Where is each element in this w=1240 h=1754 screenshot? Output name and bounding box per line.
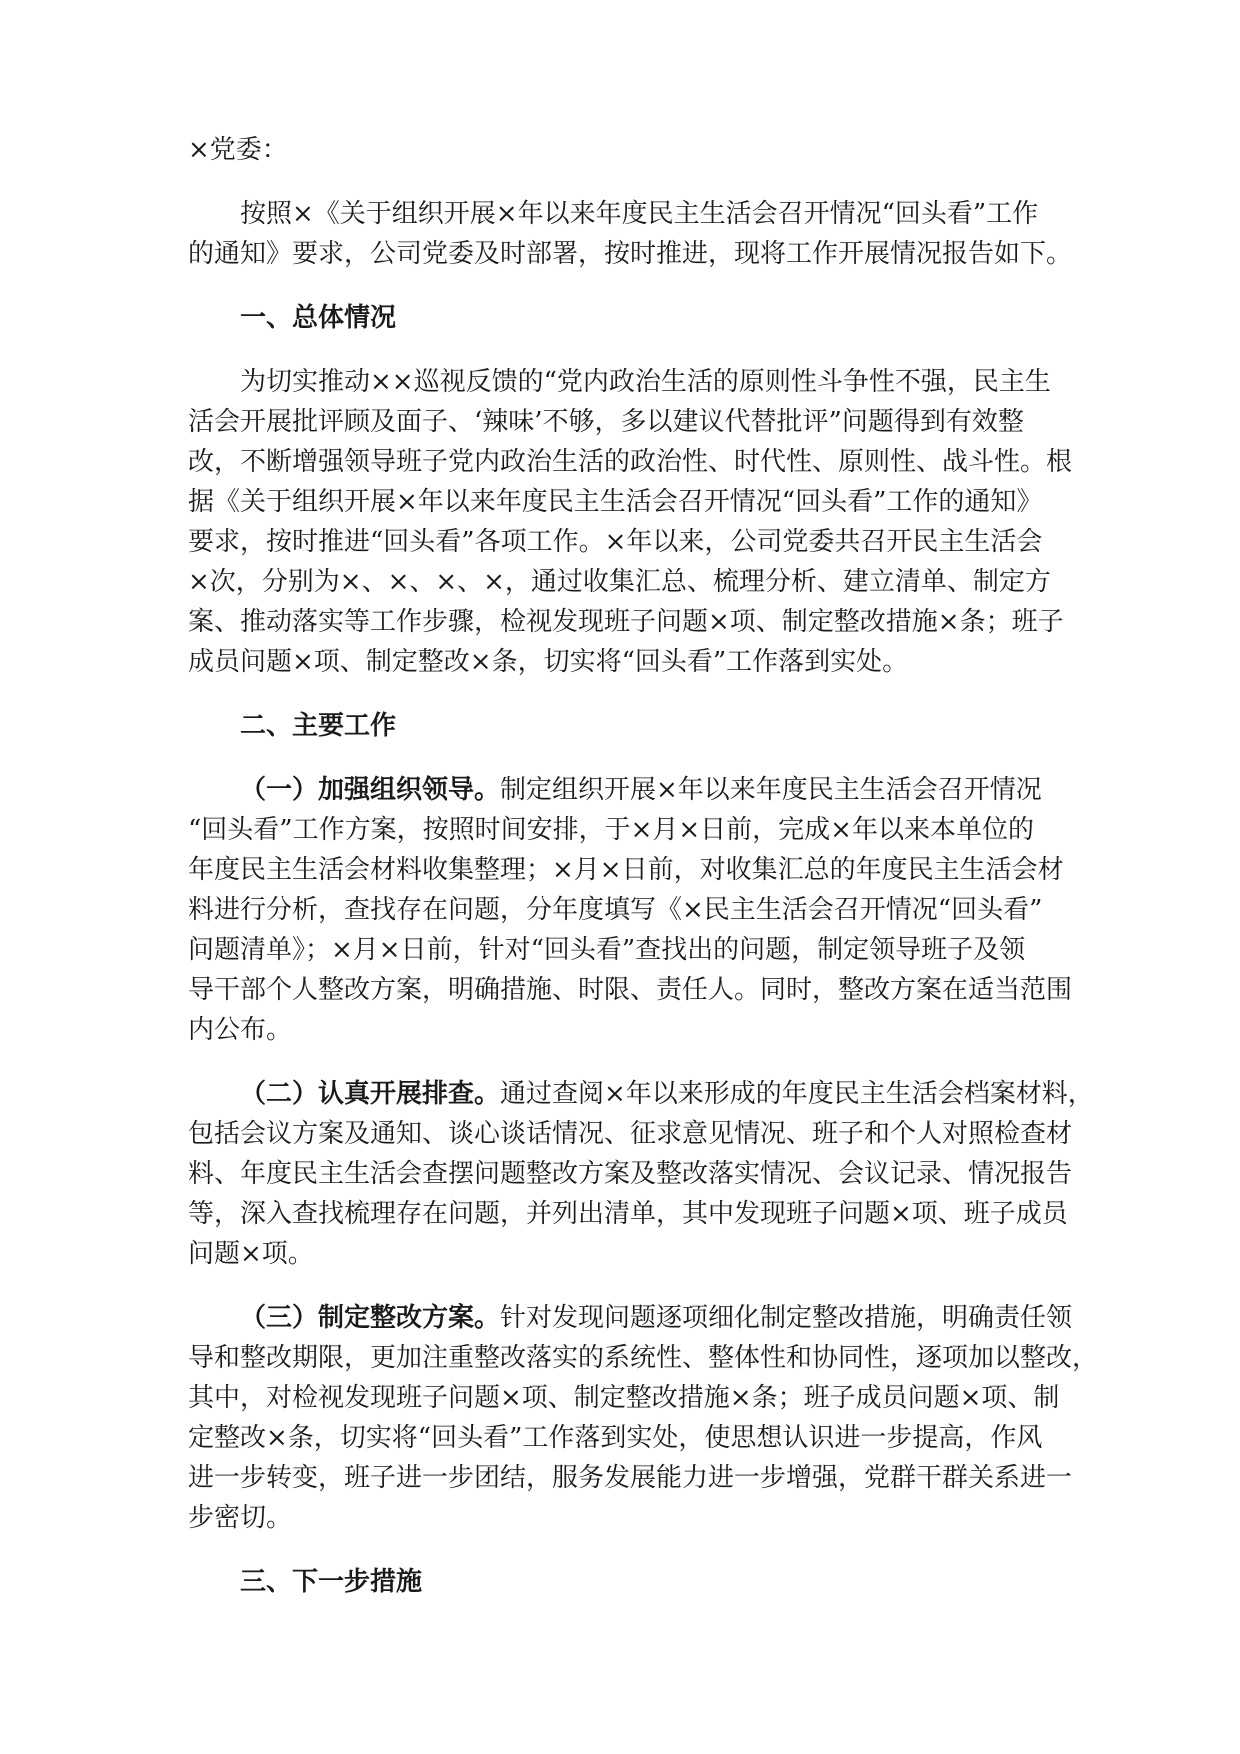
item-line: 定整改×条，切实将“回头看”工作落到实处，使思想认识进一步提高，作风 (188, 1423, 1043, 1453)
item-line: 年度民主生活会材料收集整理；×月×日前，对收集汇总的年度民主生活会材 (188, 855, 1064, 885)
section1-line: ×次，分别为×、×、×、×，通过收集汇总、梳理分析、建立清单、制定方 (188, 567, 1051, 597)
item-line: 等，深入查找梳理存在问题，并列出清单，其中发现班子问题×项、班子成员 (188, 1199, 1068, 1229)
section1-line: 成员问题×项、制定整改×条，切实将“回头看”工作落到实处。 (188, 647, 909, 677)
item-line: 步密切。 (188, 1503, 293, 1533)
document-page (188, 130, 1099, 1602)
item-first-line (188, 1074, 1094, 1114)
item-line: 包括会议方案及通知、谈心谈话情况、征求意见情况、班子和个人对照检查材 (188, 1119, 1073, 1149)
salutation: ×党委： (188, 135, 288, 165)
item-first-rest: 针对发现问题逐项细化制定整改措施，明确责任领 (500, 1303, 1073, 1333)
item-line: 导干部个人整改方案，明确措施、时限、责任人。同时，整改方案在适当范围 (188, 975, 1073, 1005)
section2-item-3 (188, 1298, 1099, 1538)
item-line: “回头看”工作方案，按照时间安排，于×月×日前，完成×年以来本单位的 (188, 815, 1034, 845)
item-lead: （三）制定整改方案。 (240, 1303, 501, 1333)
section1-line: 为切实推动××巡视反馈的“党内政治生活的原则性斗争性不强，民主生 (240, 367, 1051, 397)
item-first-line (188, 770, 1052, 810)
section2-heading: 二、主要工作 (240, 711, 397, 741)
section1-line: 案、推动落实等工作步骤，检视发现班子问题×项、制定整改措施×条；班子 (188, 607, 1064, 637)
item-first-rest: 制定组织开展×年以来年度民主生活会召开情况 (500, 775, 1042, 805)
intro-paragraph (188, 194, 1073, 274)
item-lead: （二）认真开展排查。 (240, 1079, 501, 1109)
item-line: 进一步转变，班子进一步团结，服务发展能力进一步增强，党群干群关系进一 (188, 1463, 1073, 1493)
item-line: 料进行分析，查找存在问题，分年度填写《×民主生活会召开情况“回头看” (188, 895, 1043, 925)
section1-heading: 一、总体情况 (240, 303, 397, 333)
item-line: 其中，对检视发现班子问题×项、制定整改措施×条；班子成员问题×项、制 (188, 1383, 1060, 1413)
section1-line: 据《关于组织开展×年以来年度民主生活会召开情况“回头看”工作的通知》 (188, 487, 1043, 517)
item-first-line (188, 1298, 1073, 1338)
item-line: 问题×项。 (188, 1239, 314, 1269)
section1-line: 要求，按时推进“回头看”各项工作。×年以来，公司党委共召开民主生活会 (188, 527, 1043, 557)
section1-line: 活会开展批评顾及面子、‘辣味’不够，多以建议代替批评”问题得到有效整 (188, 407, 1024, 437)
section2-item-1 (188, 770, 1073, 1050)
section3-heading: 三、下一步措施 (240, 1567, 423, 1597)
item-lead: （一）加强组织领导。 (240, 775, 501, 805)
intro-line: 的通知》要求，公司党委及时部署，按时推进，现将工作开展情况报告如下。 (188, 239, 1073, 269)
item-line: 导和整改期限，更加注重整改落实的系统性、整体性和协同性，逐项加以整改， (188, 1343, 1099, 1373)
intro-line: 按照×《关于组织开展×年以来年度民主生活会召开情况“回头看”工作 (240, 199, 1039, 229)
section1-paragraph (188, 362, 1073, 682)
item-line: 内公布。 (188, 1015, 293, 1045)
item-first-rest: 通过查阅×年以来形成的年度民主生活会档案材料， (500, 1079, 1094, 1109)
section2-item-2 (188, 1074, 1094, 1274)
item-line: 问题清单》；×月×日前，针对“回头看”查找出的问题，制定领导班子及领 (188, 935, 1026, 965)
item-line: 料、年度民主生活会查摆问题整改方案及整改落实情况、会议记录、情况报告 (188, 1159, 1073, 1189)
section1-line: 改，不断增强领导班子党内政治生活的政治性、时代性、原则性、战斗性。根 (188, 447, 1073, 477)
